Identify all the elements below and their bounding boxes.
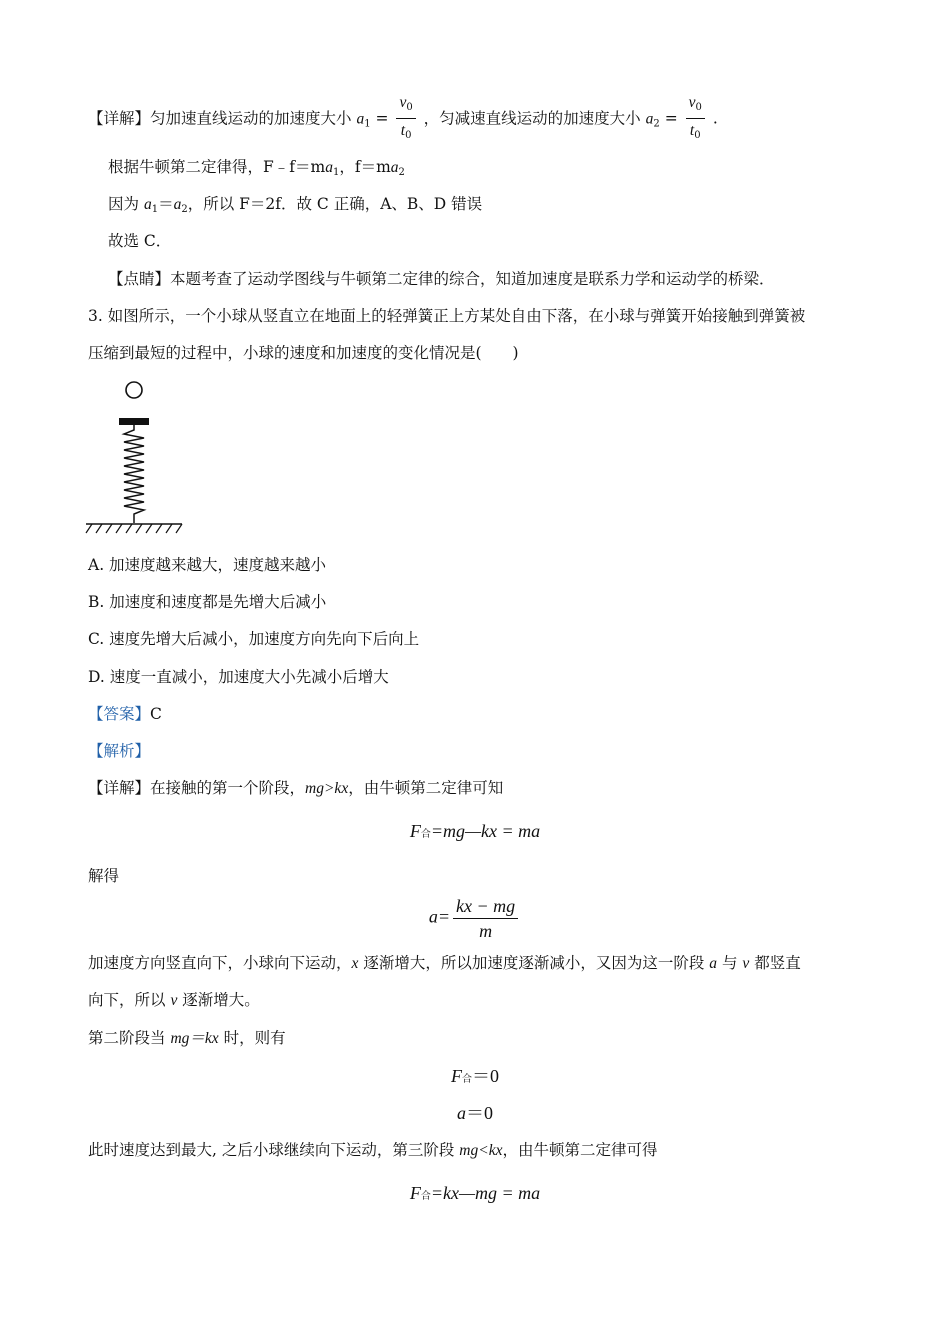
fraction-v0-t0-2: $\frac{v_0}{t_0}$	[686, 92, 705, 147]
equation-2: a= $\frac{kx - mg}{m}$	[0, 894, 950, 943]
paragraph-direction-2: 向下，所以 v 逐渐增大。	[88, 991, 260, 1009]
question-3-line-2: 压缩到最短的过程中，小球的速度和加速度的变化情况是( )	[88, 344, 519, 362]
detail-tag-2: 【详解】	[88, 779, 151, 797]
choose-line: 故选 C．	[108, 232, 172, 250]
ground-hatch	[86, 524, 182, 533]
spring-plate	[119, 418, 149, 425]
ball-icon	[126, 382, 142, 398]
equation-3: F合＝0	[451, 1066, 499, 1086]
fraction-v0-t0: $\frac{v_0}{t_0}$	[396, 92, 415, 147]
equation-1: F合=mg—kx = ma	[409, 821, 541, 841]
option-a: A. 加速度越来越大，速度越来越小	[88, 556, 327, 574]
answer-line	[88, 703, 162, 725]
stage-3-line: 此时速度达到最大, 之后小球继续向下运动，第三阶段 mg<kx，由牛顿第二定律可得	[88, 1141, 658, 1159]
fraction-kx-mg-over-m: $\frac{kx - mg}{m}$	[453, 894, 518, 943]
answer-value: C	[150, 705, 162, 723]
solve-label: 解得	[88, 867, 120, 885]
question-3-line-1: 3. 如图所示，一个小球从竖直立在地面上的轻弹簧正上方某处自由下落，在小球与弹簧开始接触到弹簧被	[88, 307, 806, 325]
comment-line: 【点睛】本题考查了运动学图线与牛顿第二定律的综合，知道加速度是联系力学和运动学的桥梁．	[108, 270, 775, 288]
equation-5: F合=kx—mg = ma	[409, 1183, 541, 1203]
paragraph-direction-1: 加速度方向竖直向下，小球向下运动，x 逐渐增大，所以加速度逐渐减小，又因为这一阶段 a 与 v 都竖直	[88, 954, 801, 972]
ball-spring-figure	[84, 376, 188, 538]
detail-paragraph-2: 【详解】在接触的第一个阶段，mg>kx，由牛顿第二定律可知	[88, 779, 504, 797]
option-b: B. 加速度和速度都是先增大后减小	[88, 593, 327, 611]
newton-line: 根据牛顿第二定律得，$F﹣f=ma_1$，$f=ma_2$	[108, 158, 405, 178]
answer-tag: 【答案】	[88, 705, 151, 723]
comment-tag: 【点睛】	[108, 270, 171, 288]
stage-2-line: 第二阶段当 mg＝kx 时，则有	[88, 1029, 286, 1047]
equation-4: a＝0	[457, 1103, 493, 1123]
option-c: C. 速度先增大后减小，加速度方向先向下后向上	[88, 630, 420, 648]
analysis-tag: 【解析】	[88, 742, 151, 760]
detail-tag: 【详解】	[88, 109, 151, 128]
spring-coil	[124, 425, 144, 523]
because-line: 因为 $a_1=a_2$，所以 F＝2f．故 C 正确，A、B、D 错误	[108, 195, 483, 215]
option-d: D. 速度一直减小，加速度大小先减小后增大	[88, 668, 389, 686]
detail-paragraph-1: 【详解】匀加速直线运动的加速度大小 $a_1$ = $\frac{v_0}{t_0}$ ，匀减速直线运动的加速度大小 $a_2$ = $\frac{v_0}{t_0}$ .	[88, 92, 718, 147]
